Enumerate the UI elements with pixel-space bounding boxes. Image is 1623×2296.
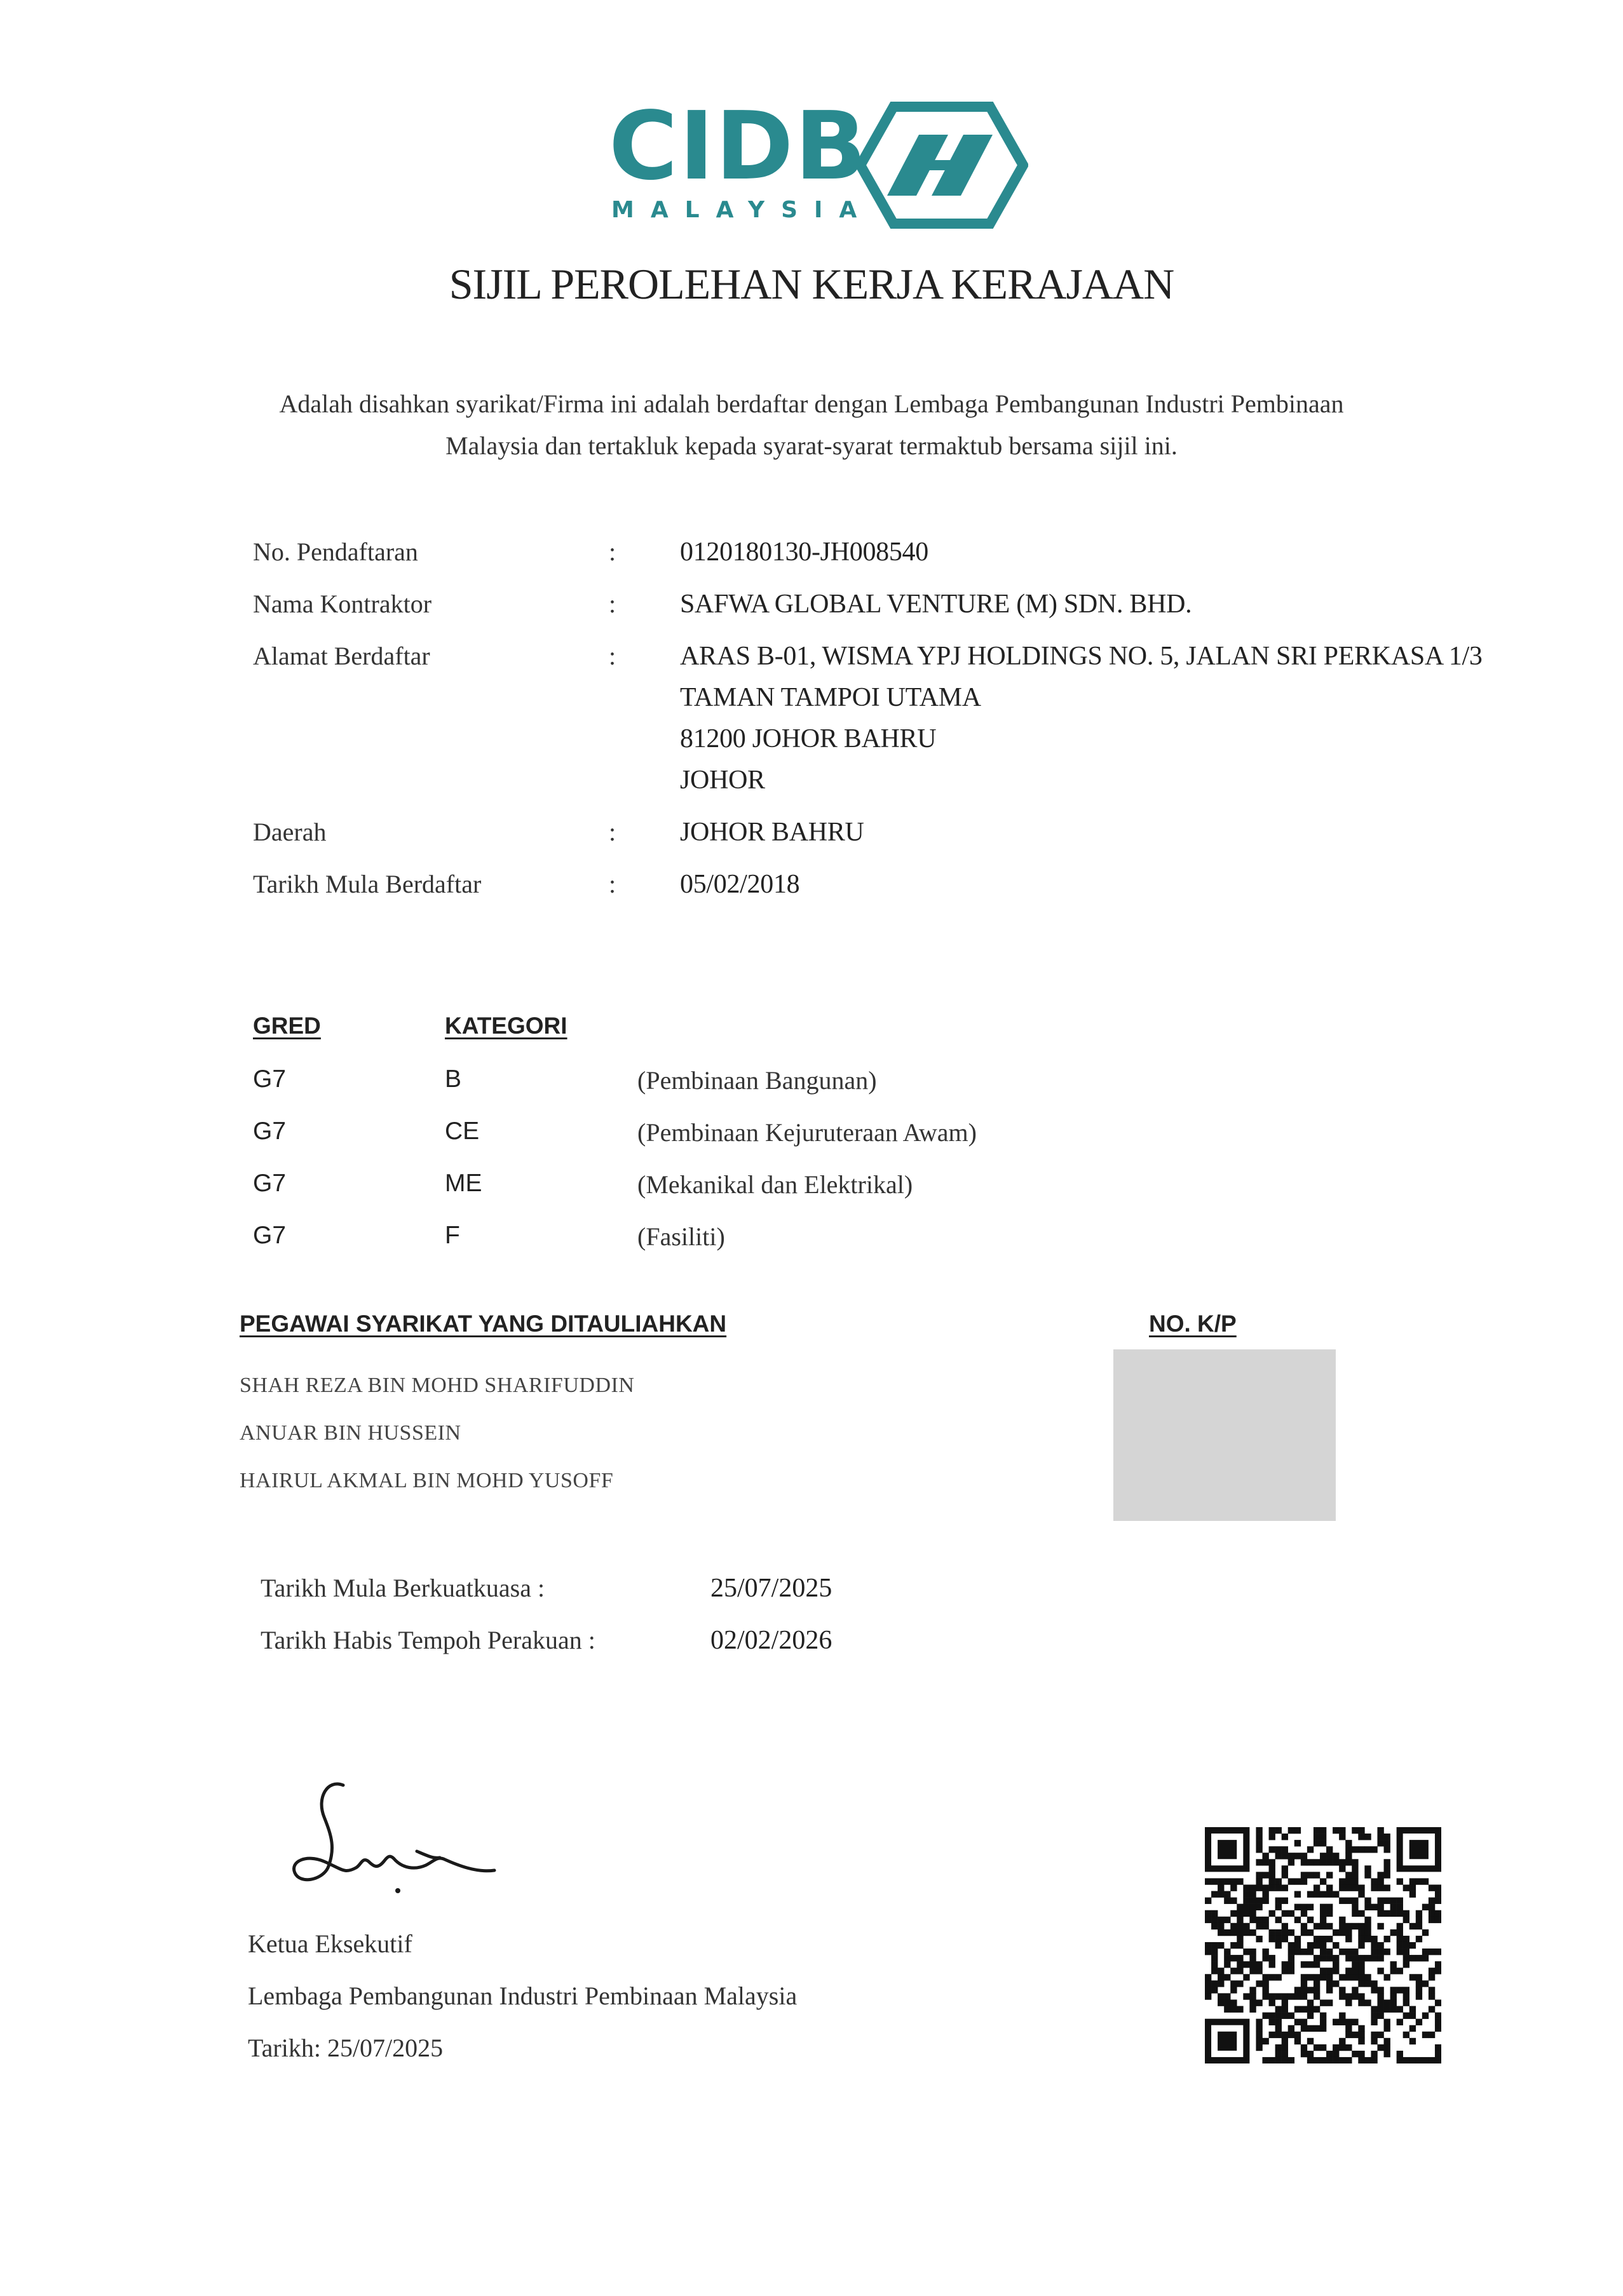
logo-subtitle: MALAYSIA	[611, 197, 874, 223]
intro-line-1: Adalah disahkan syarikat/Firma ini adalah berdaftar dengan Lembaga Pembangunan Industri Pembinaan	[279, 389, 1344, 418]
cidb-emblem-icon	[855, 102, 1028, 229]
signatory-date: Tarikh: 25/07/2025	[248, 2034, 444, 2062]
value-tarikh-mula-berkuatkuasa: 25/07/2025	[710, 1574, 832, 1603]
grade-row-3-desc: (Mekanikal dan Elektrikal)	[637, 1170, 913, 1199]
header-no-kp: NO. K/P	[1149, 1311, 1237, 1337]
separator-colon: :	[609, 870, 616, 898]
address-line-4: JOHOR	[680, 766, 765, 795]
label-tarikh-habis-tempoh: Tarikh Habis Tempoh Perakuan :	[261, 1626, 595, 1654]
grade-row-2-gred: G7	[253, 1118, 287, 1145]
label-daerah: Daerah	[253, 818, 327, 846]
label-no-pendaftaran: No. Pendaftaran	[253, 537, 418, 566]
officer-name-2: ANUAR BIN HUSSEIN	[240, 1421, 461, 1445]
officer-name-1: SHAH REZA BIN MOHD SHARIFUDDIN	[240, 1374, 635, 1397]
grade-row-3-kategori: ME	[445, 1170, 482, 1197]
grade-row-4-kategori: F	[445, 1222, 460, 1249]
grade-row-2-desc: (Pembinaan Kejuruteraan Awam)	[637, 1118, 977, 1147]
signature-image	[267, 1773, 508, 1900]
signatory-title: Ketua Eksekutif	[248, 1929, 412, 1958]
grade-row-2-kategori: CE	[445, 1118, 480, 1145]
signatory-organisation: Lembaga Pembangunan Industri Pembinaan Malaysia	[248, 1982, 798, 2010]
label-nama-kontraktor: Nama Kontraktor	[253, 590, 432, 618]
grade-row-4-gred: G7	[253, 1222, 287, 1249]
cidb-logo	[609, 91, 1028, 229]
separator-colon: :	[609, 818, 616, 846]
value-nama-kontraktor: SAFWA GLOBAL VENTURE (M) SDN. BHD.	[680, 590, 1192, 619]
header-gred: GRED	[253, 1013, 321, 1039]
value-no-pendaftaran: 0120180130-JH008540	[680, 537, 928, 567]
label-tarikh-mula-berdaftar: Tarikh Mula Berdaftar	[253, 870, 482, 898]
officer-name-3: HAIRUL AKMAL BIN MOHD YUSOFF	[240, 1469, 614, 1492]
separator-colon: :	[609, 590, 616, 618]
separator-colon: :	[609, 642, 616, 670]
address-line-3: 81200 JOHOR BAHRU	[680, 724, 937, 753]
grade-row-1-kategori: B	[445, 1065, 462, 1093]
separator-colon: :	[609, 537, 616, 566]
logo-wordmark: CIDB	[609, 91, 868, 201]
grade-row-1-desc: (Pembinaan Bangunan)	[637, 1066, 877, 1095]
qr-code-icon	[1205, 1827, 1441, 2063]
header-pegawai: PEGAWAI SYARIKAT YANG DITAULIAHKAN	[240, 1311, 727, 1337]
certificate-title: SIJIL PEROLEHAN KERJA KERAJAAN	[449, 260, 1174, 308]
intro-line-2: Malaysia dan tertakluk kepada syarat-syarat termaktub bersama sijil ini.	[445, 431, 1178, 460]
value-daerah: JOHOR BAHRU	[680, 818, 864, 847]
grade-row-4-desc: (Fasiliti)	[637, 1222, 725, 1251]
value-tarikh-mula-berdaftar: 05/02/2018	[680, 870, 800, 899]
label-tarikh-mula-berkuatkuasa: Tarikh Mula Berkuatkuasa :	[261, 1574, 545, 1602]
grade-row-1-gred: G7	[253, 1065, 287, 1093]
value-tarikh-habis-tempoh: 02/02/2026	[710, 1626, 832, 1655]
header-kategori: KATEGORI	[445, 1013, 567, 1039]
address-line-1: ARAS B-01, WISMA YPJ HOLDINGS NO. 5, JALAN SRI PERKASA 1/3	[680, 642, 1483, 671]
grade-row-3-gred: G7	[253, 1170, 287, 1197]
kp-redacted-block	[1113, 1349, 1336, 1521]
label-alamat-berdaftar: Alamat Berdaftar	[253, 642, 430, 670]
address-line-2: TAMAN TAMPOI UTAMA	[680, 683, 981, 712]
